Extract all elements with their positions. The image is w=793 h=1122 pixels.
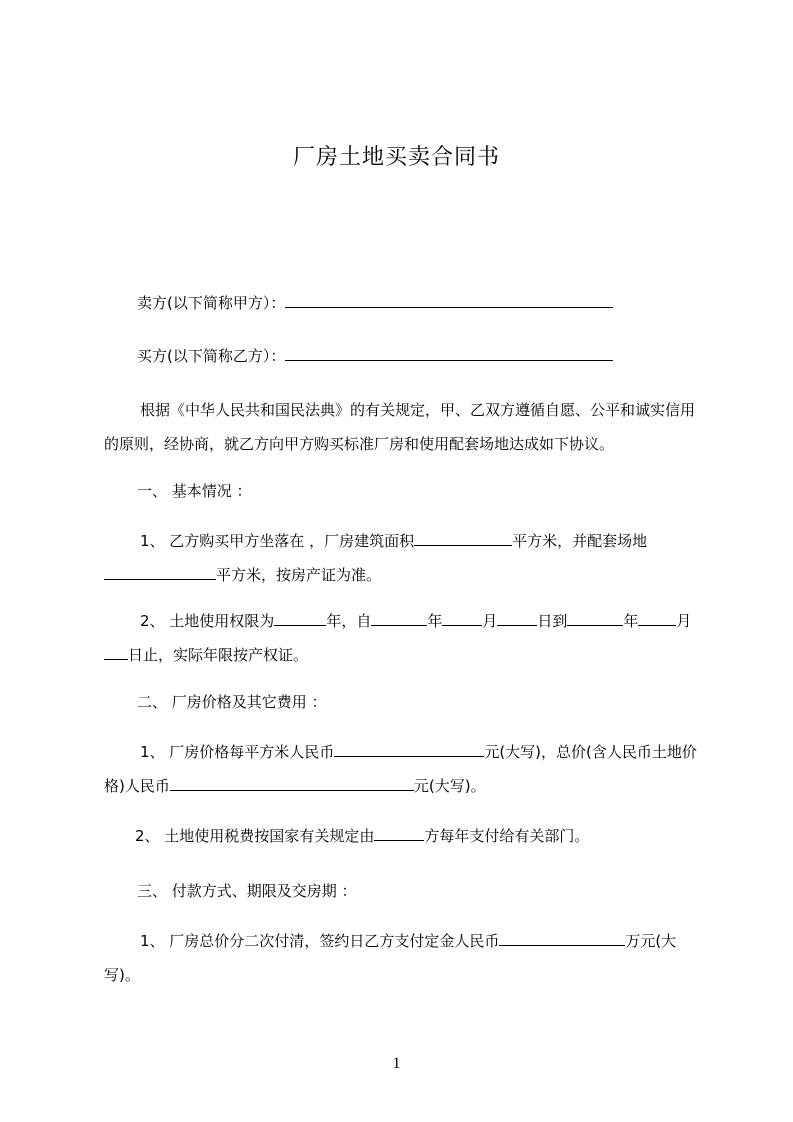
s2-item2-text-b: 方每年支付给有关部门。 xyxy=(424,827,590,845)
site-area-blank[interactable] xyxy=(104,564,216,580)
section-3-item-1 xyxy=(104,924,704,992)
section-2-item-1 xyxy=(104,735,704,803)
buyer-line xyxy=(137,345,737,366)
building-area-blank[interactable] xyxy=(414,530,512,546)
section-2-item-2 xyxy=(135,825,735,846)
s3-item1-text-a: 1、 厂房总价分二次付清，签约日乙方支付定金人民币 xyxy=(140,932,500,950)
section-2-heading: 二、 厂房价格及其它费用 ： xyxy=(137,693,327,711)
section-1-item-1 xyxy=(104,524,704,592)
section-1-heading: 一、 基本情况 ： xyxy=(137,482,252,500)
end-month-blank[interactable] xyxy=(638,610,676,626)
page-number: 1 xyxy=(392,1055,401,1072)
term-years-blank[interactable] xyxy=(274,610,326,626)
seller-label: 卖方(以下简称甲方）： xyxy=(137,294,286,312)
s1-item2-year1: 年，自 xyxy=(326,612,372,630)
s3-item1-text-b: 万元(大写)。 xyxy=(104,932,677,984)
section-3-heading: 三、 付款方式、期限及交房期 ： xyxy=(137,882,357,900)
unit-price-blank[interactable] xyxy=(334,741,484,757)
s1-item2-month1: 月 xyxy=(482,612,498,630)
s1-item2-year2: 年 xyxy=(427,612,443,630)
s1-item1-text-b: 平方米，并配套场地 xyxy=(512,532,648,550)
document-title: 厂房土地买卖合同书 xyxy=(292,145,500,170)
deposit-blank[interactable] xyxy=(499,930,625,946)
start-day-blank[interactable] xyxy=(497,610,537,626)
seller-blank[interactable] xyxy=(285,292,613,308)
s2-item2-text-a: 2、 土地使用税费按国家有关规定由 xyxy=(135,827,375,845)
s2-item1-text-a: 1、 厂房价格每平方米人民币 xyxy=(140,743,335,761)
tax-payer-blank[interactable] xyxy=(374,825,424,841)
s1-item2-year3: 年 xyxy=(623,612,639,630)
s1-item1-text-a: 1、 乙方购买甲方坐落在 ，厂房建筑面积 xyxy=(140,532,415,550)
end-year-blank[interactable] xyxy=(567,610,623,626)
start-year-blank[interactable] xyxy=(371,610,427,626)
s1-item2-end: 日止，实际年限按产权证。 xyxy=(128,646,309,664)
total-price-blank[interactable] xyxy=(170,775,414,791)
s1-item2-text-a: 2、 土地使用权限为 xyxy=(140,612,275,630)
buyer-blank[interactable] xyxy=(285,345,613,361)
s1-item1-text-c: 平方米，按房产证为准。 xyxy=(216,566,382,584)
s1-item2-day1: 日到 xyxy=(537,612,568,630)
start-month-blank[interactable] xyxy=(442,610,482,626)
seller-line xyxy=(137,292,737,313)
s2-item1-text-b: 元(大写)，总价(含人民币土地价格)人民币 xyxy=(104,743,697,795)
buyer-label: 买方(以下简称乙方）： xyxy=(137,347,286,365)
end-day-blank[interactable] xyxy=(104,644,128,660)
section-1-item-2 xyxy=(104,604,704,672)
intro-paragraph: 根据《中华人民共和国民法典》的有关规定，甲、乙双方遵循自愿、公平和诚实信用的原则，经协商，就乙方向甲方购买标准厂房和使用配套场地达成如下协议。 xyxy=(104,401,696,453)
s1-item2-month2: 月 xyxy=(676,612,692,630)
s2-item1-text-c: 元(大写)。 xyxy=(413,777,486,795)
